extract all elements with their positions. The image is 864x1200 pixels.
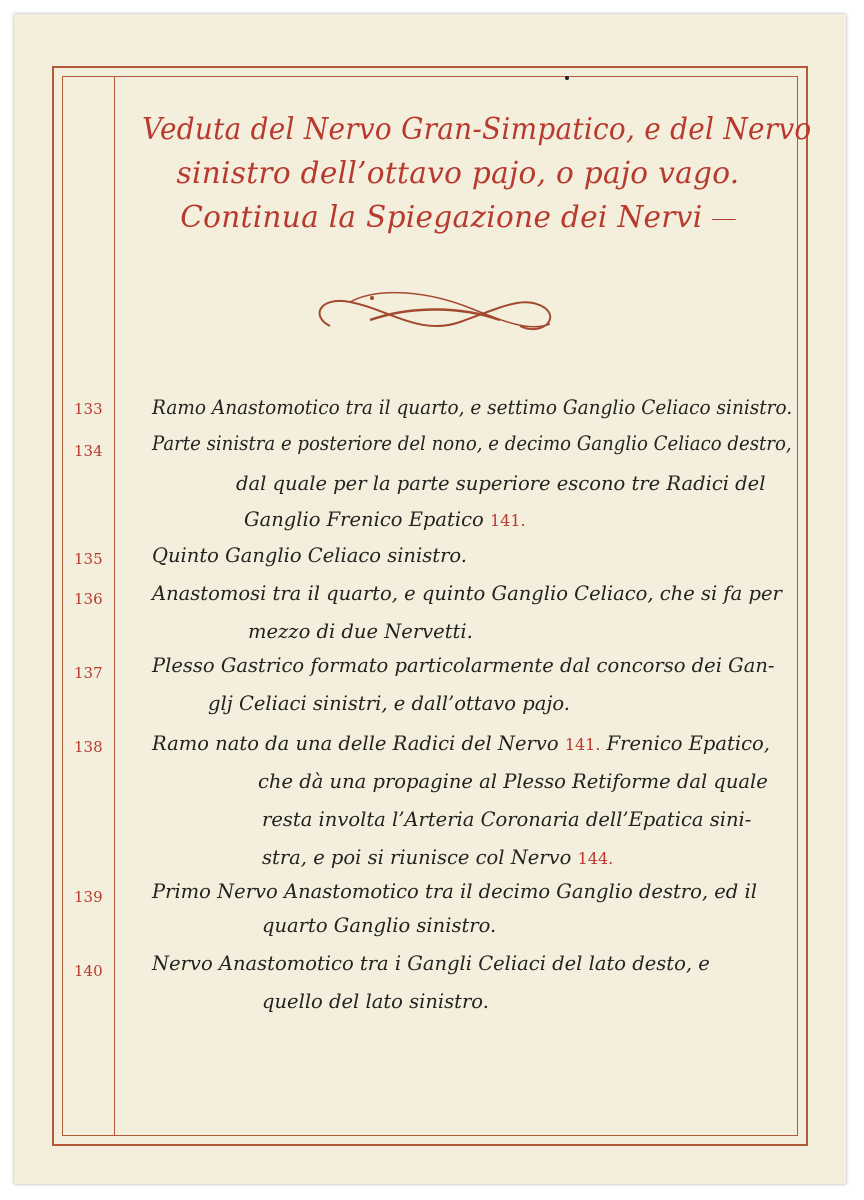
ink-dot (565, 76, 569, 80)
entry-number-134: 134 (74, 442, 103, 460)
entry-138-line-1: Ramo nato da una delle Radici del Nervo 141. Frenico Epatico, (152, 732, 770, 755)
entry-134-line-3: Ganglio Frenico Epatico 141. (244, 508, 526, 531)
cross-reference: 144. (577, 849, 614, 868)
entry-137-line-2: glj Celiaci sinistri, e dall’ottavo pajo. (208, 692, 570, 715)
entry-137-line-1: Plesso Gastrico formato particolarmente dal concorso dei Gan- (152, 654, 775, 677)
entry-134-line-1: Parte sinistra e posteriore del nono, e decimo Ganglio Celiaco destro, (152, 432, 792, 455)
entry-number-133: 133 (74, 400, 103, 418)
entry-number-140: 140 (74, 962, 103, 980)
title-line-3: Continua la Spiegazione dei Nervi (123, 196, 793, 240)
entry-number-135: 135 (74, 550, 103, 568)
entry-133-line-1: Ramo Anastomotico tra il quarto, e settimo Ganglio Celiaco sinistro. (152, 396, 793, 419)
entry-136-line-2: mezzo di due Nervetti. (248, 620, 473, 643)
entry-138-line-3: resta involta l’Arteria Coronaria dell’Epatica sini- (262, 808, 752, 831)
cross-reference: 141. (489, 511, 526, 530)
entry-140-line-1: Nervo Anastomotico tra i Gangli Celiaci del lato desto, e (152, 952, 710, 975)
page-title (118, 108, 812, 240)
entry-number-137: 137 (74, 664, 103, 682)
entry-138-line-2: che dà una propagine al Plesso Retiforme dal quale (258, 770, 768, 793)
cross-reference: 141. (564, 735, 601, 754)
title-line-1: Veduta del Nervo Gran-Simpatico, e del Nervo (142, 112, 812, 147)
entry-number-138: 138 (74, 738, 103, 756)
entry-136-line-1: Anastomosi tra il quarto, e quinto Ganglio Celiaco, che si fa per (152, 582, 782, 605)
entry-135-line-1: Quinto Ganglio Celiaco sinistro. (152, 544, 467, 567)
flourish-ornament (310, 286, 560, 342)
entry-134-line-2: dal quale per la parte superiore escono tre Radici del (236, 472, 766, 495)
entry-number-139: 139 (74, 888, 103, 906)
entry-139-line-1: Primo Nervo Anastomotico tra il decimo Ganglio destro, ed il (152, 880, 757, 903)
entry-139-line-2: quarto Ganglio sinistro. (262, 914, 497, 937)
entry-138-line-4: stra, e poi si riunisce col Nervo 144. (262, 846, 614, 869)
entry-number-136: 136 (74, 590, 103, 608)
title-line-2: sinistro dell’ottavo pajo, o pajo vago. (176, 156, 740, 191)
entry-140-line-2: quello del lato sinistro. (262, 990, 489, 1013)
